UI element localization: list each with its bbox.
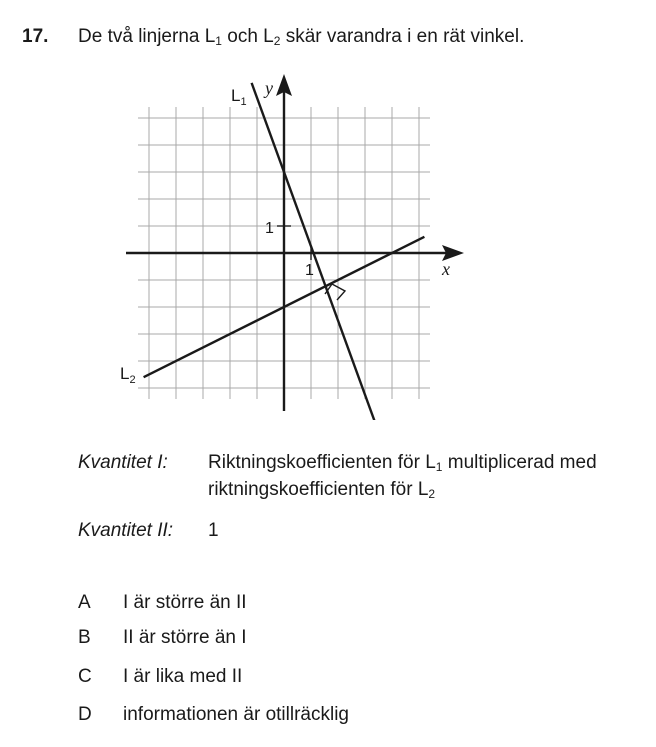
option-b-letter: B xyxy=(78,627,91,648)
line-l1 xyxy=(252,83,395,420)
quantity-2-label: Kvantitet II: xyxy=(78,520,174,541)
q1-line2-sub: 2 xyxy=(428,487,436,501)
q1-line1-sub: 1 xyxy=(435,460,443,474)
tick-x-label: 1 xyxy=(305,262,314,279)
option-a-letter: A xyxy=(78,592,91,613)
line-l1-letter: L xyxy=(231,86,241,105)
question-text-before: De två linjerna L xyxy=(78,26,216,47)
question-text-mid: och L xyxy=(221,26,274,47)
tick-y-label: 1 xyxy=(265,220,274,237)
question-number: 17. xyxy=(22,26,49,47)
option-b-text: II är större än I xyxy=(123,627,247,648)
q1-line1-a: Riktningskoefficienten för L xyxy=(208,452,436,473)
line-l2-label xyxy=(120,364,136,386)
line-l1-label xyxy=(231,86,247,108)
coordinate-figure xyxy=(100,70,480,420)
line-l2-letter: L xyxy=(120,364,130,383)
option-a-text: I är större än II xyxy=(123,592,247,613)
q1-line2-a: riktningskoefficienten för L xyxy=(208,479,429,500)
line-l1-sub: 1 xyxy=(240,96,247,108)
question-sub-1: 1 xyxy=(215,34,222,48)
quantity-1-line-1 xyxy=(208,449,597,476)
option-c-text: I är lika med II xyxy=(123,666,243,687)
question-text-after: skär varandra i en rät vinkel. xyxy=(280,26,525,47)
quantity-1-value xyxy=(208,449,597,503)
quantity-2-value: 1 xyxy=(208,520,219,541)
q1-line1-b: multiplicerad med xyxy=(442,452,597,473)
option-c-letter: C xyxy=(78,666,92,687)
line-l2-sub: 2 xyxy=(129,374,136,386)
question-text xyxy=(78,26,524,48)
option-d-text: informationen är otillräcklig xyxy=(123,704,349,725)
quantity-1-label: Kvantitet I: xyxy=(78,452,168,473)
option-d-letter: D xyxy=(78,704,92,725)
y-axis-label: y xyxy=(265,78,273,98)
quantity-1-line-2 xyxy=(208,476,597,503)
x-axis-label: x xyxy=(442,259,450,279)
question-sub-2: 2 xyxy=(273,34,281,48)
